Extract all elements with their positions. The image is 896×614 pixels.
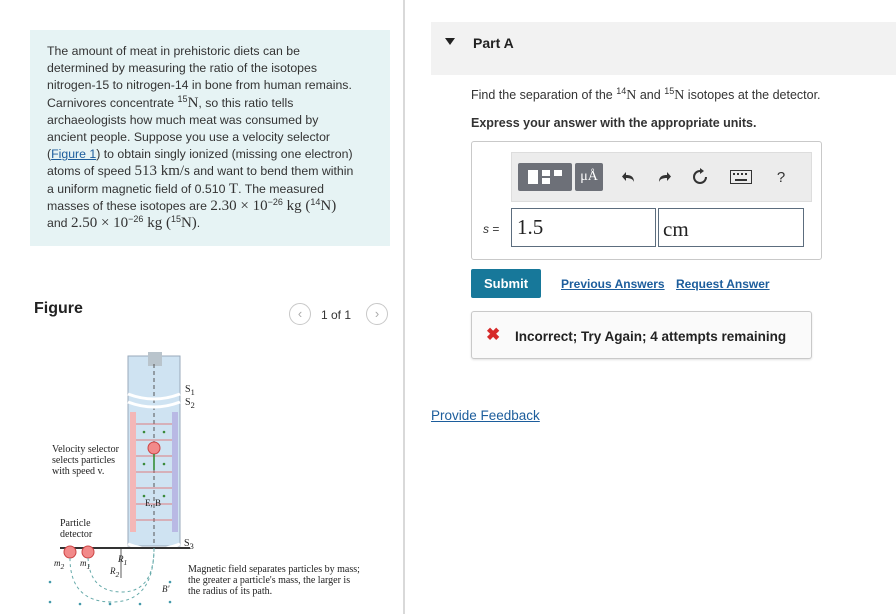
figure-prev-button[interactable] — [289, 303, 311, 325]
question-text: Find the separation of the $^{14}$N and $^{15}$N isotopes at the detector. — [471, 86, 821, 103]
problem-statement — [30, 30, 390, 246]
provide-feedback-link[interactable]: Provide Feedback — [431, 408, 540, 423]
redo-icon — [656, 169, 672, 185]
label-m1: $m_1$ — [80, 558, 91, 571]
figure-page-indicator: 1 of 1 — [321, 308, 352, 322]
label-s1: $S_1$ — [185, 384, 195, 397]
problem-line: a uniform magnetic field of 0.510 T. The measured — [47, 180, 324, 197]
part-title: Part A — [473, 35, 514, 51]
answer-box — [471, 141, 822, 260]
chevron-right-icon: › — [374, 306, 380, 321]
templates-button[interactable] — [518, 163, 572, 191]
label-particle-detector: Particle detector — [60, 518, 93, 540]
answer-variable-label: s = — [483, 222, 500, 236]
request-answer-link[interactable]: Request Answer — [676, 277, 770, 291]
caret-down-icon — [445, 38, 455, 45]
answer-instruction: Express your answer with the appropriate units. — [471, 116, 757, 130]
answer-units-input[interactable]: cm — [658, 208, 804, 247]
problem-line: determined by measuring the ratio of the isotopes — [47, 61, 318, 76]
templates-icon — [525, 167, 565, 187]
label-velocity-selector: Velocity selector selects particles with speed v. — [52, 444, 119, 477]
figure-next-button[interactable] — [366, 303, 388, 325]
figure-link[interactable]: Figure 1 — [51, 147, 97, 162]
incorrect-icon: ✖ — [486, 325, 501, 344]
answer-value-input[interactable]: 1.5 — [511, 208, 656, 247]
help-button[interactable] — [769, 161, 793, 193]
problem-line: archaeologists how much meat was consumed by — [47, 112, 319, 127]
problem-line: masses of these isotopes are $2.30 \times 10^{-26}$ kg ($^{14}$N) — [47, 196, 337, 214]
figure-title: Figure — [34, 300, 83, 317]
feedback-message — [471, 311, 812, 359]
problem-line: nitrogen-15 to nitrogen-14 in bone from human remains. — [47, 78, 352, 93]
particle-m1 — [82, 546, 94, 558]
submit-button[interactable]: Submit — [471, 269, 541, 298]
help-icon: ? — [776, 168, 786, 186]
particle-m2 — [64, 546, 76, 558]
particle — [148, 442, 160, 454]
label-b-prime: B' — [162, 584, 170, 594]
part-a-header[interactable] — [431, 22, 896, 75]
label-m2: $m_2$ — [54, 558, 65, 571]
label-s2: $S_2$ — [185, 397, 195, 410]
problem-line: ancient people. Suppose you use a velocity selector — [47, 130, 331, 145]
math-toolbar — [511, 152, 812, 202]
reset-button[interactable] — [688, 161, 712, 193]
previous-answers-link[interactable]: Previous Answers — [561, 277, 665, 291]
negative-plate — [172, 412, 178, 532]
keyboard-icon — [730, 170, 752, 184]
problem-line: and $2.50 \times 10^{-26}$ kg ($^{15}$N). — [47, 214, 201, 232]
keyboard-button[interactable] — [726, 161, 756, 193]
reset-icon — [691, 168, 709, 186]
undo-button[interactable] — [617, 161, 641, 193]
problem-line: The amount of meat in prehistoric diets can be — [47, 44, 300, 58]
units-button[interactable]: μÅ — [575, 163, 603, 191]
undo-icon — [621, 169, 637, 185]
panel-divider — [403, 0, 405, 614]
label-r2: $R_2$ — [110, 566, 120, 579]
label-s3: $S_3$ — [184, 538, 194, 551]
label-magnetic-field: Magnetic field separates particles by mass; the greater a particle's mass, the larger is the radius of its path. — [188, 564, 360, 597]
redo-button[interactable] — [652, 161, 676, 193]
problem-line: Carnivores concentrate $^{15}$N, so this ratio tells — [47, 93, 294, 111]
chevron-left-icon: ‹ — [297, 306, 303, 321]
feedback-text: Incorrect; Try Again; 4 attempts remaining — [515, 329, 787, 344]
problem-line: (Figure 1) to obtain singly ionized (missing one electron) — [47, 147, 353, 162]
velocity-selector-figure — [40, 352, 400, 614]
problem-line: atoms of speed 513 km/s and want to bend them within — [47, 163, 354, 180]
label-r1: $R_1$ — [118, 554, 128, 567]
ion-source — [148, 352, 162, 366]
label-e-b: E, B — [145, 498, 162, 508]
positive-plate — [130, 412, 136, 532]
